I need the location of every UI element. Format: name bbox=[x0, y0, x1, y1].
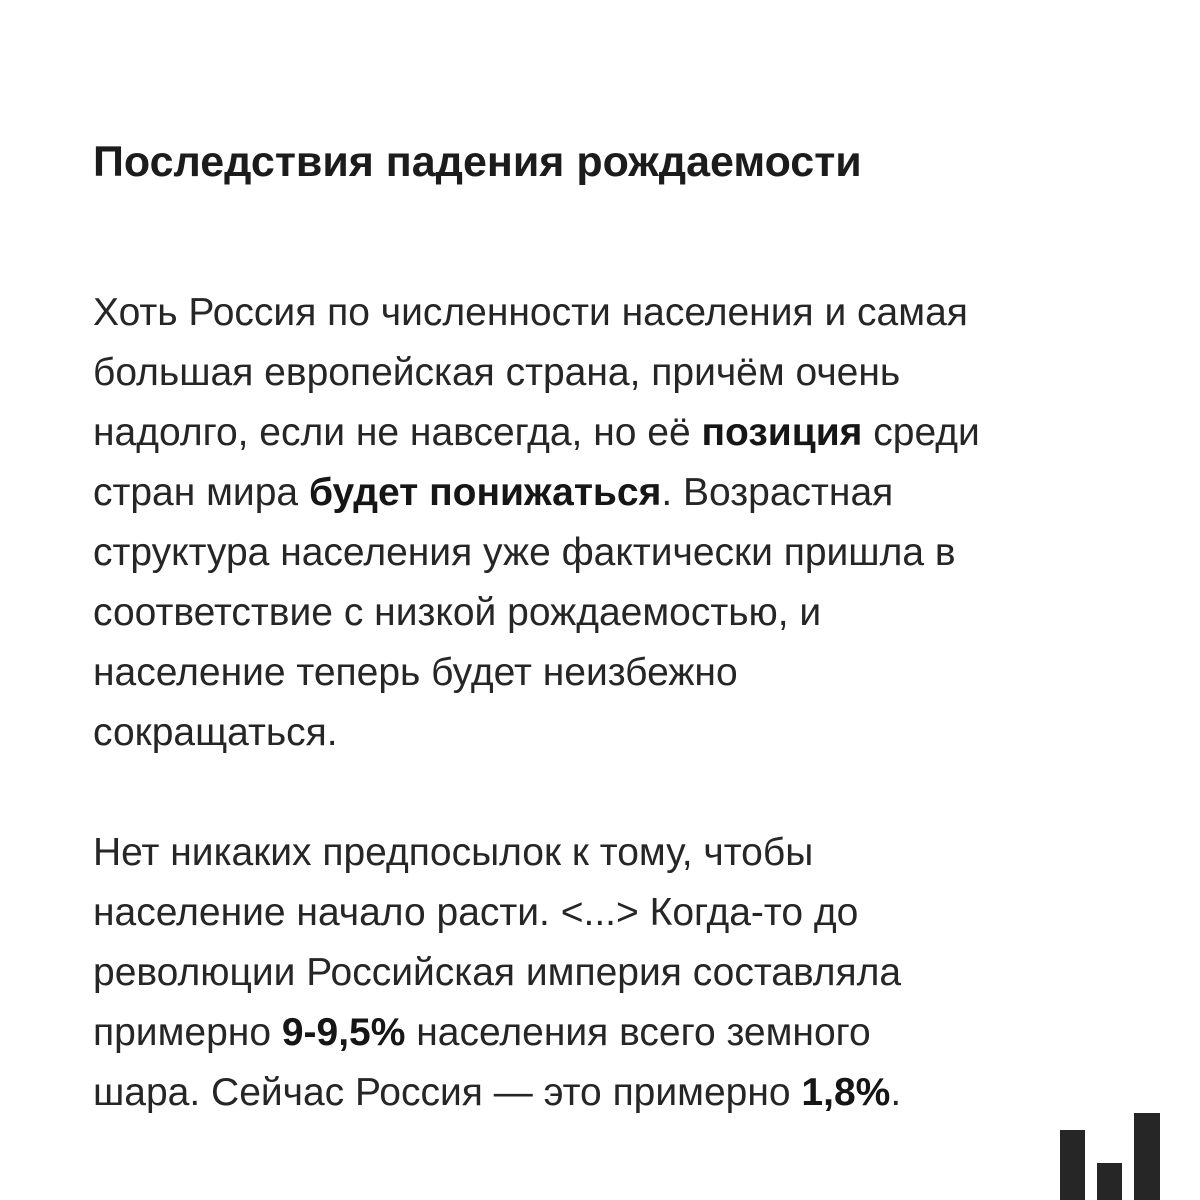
text-run: . bbox=[890, 1071, 902, 1114]
paragraph-population-position bbox=[93, 283, 1153, 763]
text-line bbox=[93, 643, 1153, 703]
page-title: Последствия падения рождаемости bbox=[93, 138, 862, 186]
text-run: структура населения уже фактически пришла в bbox=[93, 531, 956, 574]
text-run: большая европейская страна, причём очень bbox=[93, 351, 901, 394]
text-line bbox=[93, 583, 1153, 643]
text-run: шара. Сейчас Россия — это примерно bbox=[93, 1071, 802, 1114]
highlight-position: позиция bbox=[701, 411, 863, 454]
text-run: соответствие с низкой рождаемостью, и bbox=[93, 591, 822, 634]
text-line bbox=[93, 1003, 1153, 1063]
text-line bbox=[93, 403, 1153, 463]
highlight-empire-share: 9-9,5% bbox=[281, 1011, 406, 1054]
text-run: примерно bbox=[93, 1011, 282, 1054]
text-run: стран мира bbox=[93, 471, 309, 514]
article-body bbox=[93, 283, 1153, 1123]
text-line bbox=[93, 463, 1153, 523]
bar-chart-logo-icon bbox=[1060, 1113, 1160, 1200]
logo-bar-1 bbox=[1060, 1130, 1085, 1200]
text-run: надолго, если не навсегда, но её bbox=[93, 411, 702, 454]
text-run: среди bbox=[862, 411, 980, 454]
paragraph-world-share bbox=[93, 823, 1153, 1123]
highlight-russia-share: 1,8% bbox=[801, 1071, 891, 1114]
text-line bbox=[93, 823, 1153, 883]
text-run: революции Российская империя составляла bbox=[93, 951, 902, 994]
highlight-will-decline: будет понижаться bbox=[308, 471, 662, 514]
text-line bbox=[93, 703, 1153, 763]
text-run: население теперь будет неизбежно bbox=[93, 651, 738, 694]
text-line bbox=[93, 523, 1153, 583]
text-run: население начало расти. <...> Когда-то до bbox=[93, 891, 859, 934]
text-run: Нет никаких предпосылок к тому, чтобы bbox=[93, 831, 814, 874]
text-line bbox=[93, 943, 1153, 1003]
text-line bbox=[93, 283, 1153, 343]
logo-bar-3 bbox=[1134, 1113, 1160, 1200]
text-line bbox=[93, 883, 1153, 943]
logo-bar-2 bbox=[1097, 1163, 1122, 1200]
text-run: Хоть Россия по численности населения и самая bbox=[93, 291, 968, 334]
text-run: сокращаться. bbox=[93, 711, 338, 754]
text-run: населения всего земного bbox=[405, 1011, 871, 1054]
text-line bbox=[93, 343, 1153, 403]
text-line bbox=[93, 1063, 1153, 1123]
text-run: . Возрастная bbox=[661, 471, 894, 514]
